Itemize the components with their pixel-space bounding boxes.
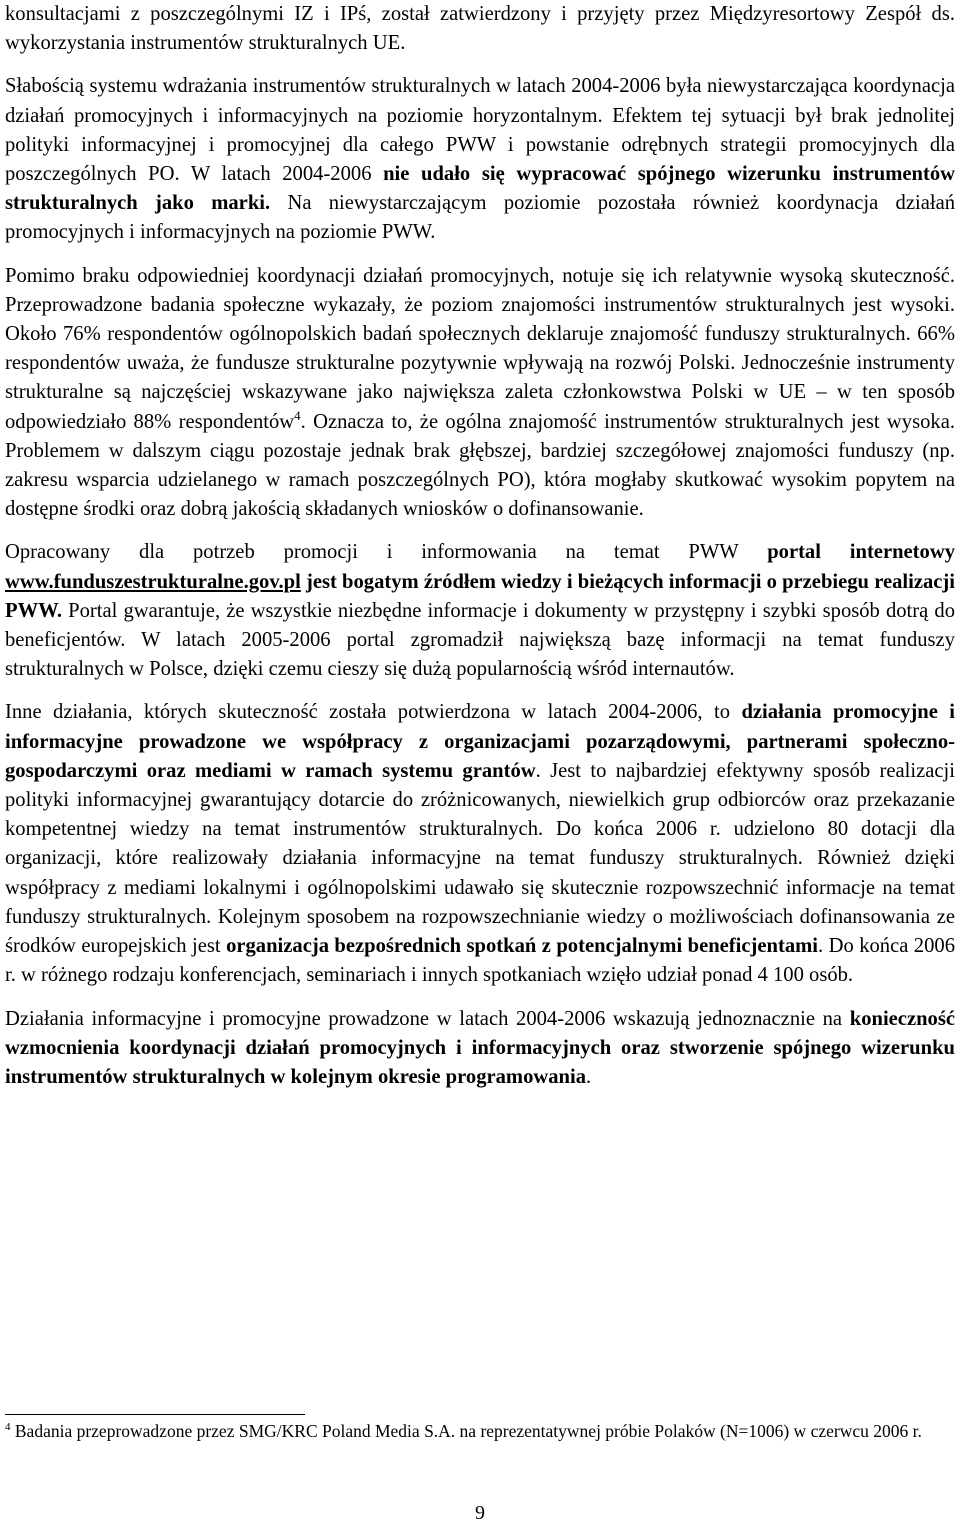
- text-run: .: [586, 1065, 592, 1088]
- text-run: konsultacjami z poszczególnymi IZ i IPś, został zatwierdzony i przyjęty przez Międzyresortowy Zespół ds. wykorzystania instrumentów strukturalnych UE.: [5, 3, 955, 55]
- paragraph-2: [5, 72, 955, 247]
- paragraph-3: [5, 262, 955, 525]
- footnote-separator: [5, 1414, 305, 1415]
- text-run: . Jest to najbardziej efektywny sposób realizacji polityki informacyjnej gwarantujący dotarcie do zróżnicowanych, niewielkich grup odbiorców oraz przekazanie kompetentnej wiedzy na temat instrumentów strukturalnych. Do końca 2006 r. udzielono 80 dotacji dla organizacji, które realizowały działania informacyjne na temat funduszy strukturalnych. Również dzięki współpracy z mediami lokalnymi i ogólnopolskimi udawało się skutecznie rozpowszechnić informacje na temat funduszy strukturalnych. Kolejnym sposobem na rozpowszechnianie wiedzy o możliwościach dofinansowania ze środków europejskich jest: [5, 759, 955, 958]
- text-run: . Oznacza to, że ogólna znajomość instrumentów strukturalnych jest wysoka. Problemem w dalszym ciągu pozostaje jednak brak głębszej, bardziej szczegółowej znajomości funduszy (np. zakresu wsparcia udzielanego w ramach poszczególnych PO), która mogłaby skutkować wysokim popytem na dostępne środki oraz dobrą jakością składanych wniosków o dofinansowanie.: [5, 410, 955, 521]
- text-run: jest bogatym źródłem wiedzy i bieżących informacji o przebiegu realizacji PWW.: [5, 570, 955, 622]
- text-run: Inne działania, których skuteczność została potwierdzona w latach 2004-2006, to: [5, 701, 742, 724]
- footnote-reference[interactable]: 4: [294, 407, 301, 423]
- text-run: działania promocyjne i informacyjne prowadzone we współpracy z organizacjami pozarządowymi, partnerami społeczno-gospodarczymi oraz mediami w ramach systemu grantów: [5, 701, 955, 782]
- text-run: nie udało się wypracować spójnego wizerunku instrumentów strukturalnych jako marki.: [5, 163, 955, 215]
- footnote-text: Badania przeprowadzone przez SMG/KRC Poland Media S.A. na reprezentatywnej próbie Polaków (N=1006) w czerwcu 2006 r.: [14, 1421, 922, 1441]
- text-run: Działania informacyjne i promocyjne prowadzone w latach 2004-2006 wskazują jednoznacznie na: [5, 1007, 850, 1030]
- text-run: Na niewystarczającym poziomie pozostała również koordynacja działań promocyjnych i informacyjnych na poziomie PWW.: [5, 192, 956, 244]
- paragraph-1: [5, 0, 955, 58]
- text-run: Pomimo braku odpowiedniej koordynacji działań promocyjnych, notuje się ich relatywnie wysoką skuteczność. Przeprowadzone badania społeczne wykazały, że poziom znajomości instrumentów strukturalnych jest wysoki. Około 76% respondentów ogólnopolskich badań społecznych deklaruje znajomość funduszy strukturalnych. 66% respondentów uważa, że fundusze strukturalne pozytywnie wpływają na rozwój Polski. Jednocześnie instrumenty strukturalne są najczęściej wskazywane jako największa zaleta członkowstwa Polski w UE – w ten sposób odpowiedziało 88% respondentów: [5, 264, 955, 433]
- text-run: Portal gwarantuje, że wszystkie niezbędne informacje i dokumenty w przystępny i szybki sposób dotrą do beneficjentów. W latach 2005-2006 portal zgromadził największą bazę informacji na temat funduszy strukturalnych w Polsce, dzięki czemu cieszy się dużą popularnością wśród internautów.: [5, 599, 955, 681]
- page-number: 9: [475, 1502, 485, 1524]
- paragraph-6: [5, 1005, 955, 1093]
- text-run: organizacja bezpośrednich spotkań z potencjalnymi beneficjentami: [226, 935, 819, 958]
- footnote-number: 4: [5, 1421, 11, 1434]
- paragraph-4: [5, 538, 955, 684]
- footnote-4: [5, 1420, 955, 1443]
- text-run: konieczność wzmocnienia koordynacji działań promocyjnych i informacyjnych oraz stworzenie spójnego wizerunku instrumentów strukturalnych w kolejnym okresie programowania: [5, 1007, 955, 1088]
- document-body: [5, 0, 955, 1106]
- text-run: Opracowany dla potrzeb promocji i informowania na temat PWW: [5, 541, 768, 564]
- text-run: Słabością systemu wdrażania instrumentów strukturalnych w latach 2004-2006 była niewystarczająca koordynacja działań promocyjnych i informacyjnych na poziomie horyzontalnym. Efektem tej sytuacji był brak jednolitej polityki informacyjnej i promocyjnej dla całego PWW i powstanie odrębnych strategii promocyjnych dla poszczególnych PO. W latach 2004-2006: [5, 75, 955, 186]
- text-run: . Do końca 2006 r. w różnego rodzaju konferencjach, seminariach i innych spotkaniach wzięło udział ponad 4 100 osób.: [5, 935, 955, 987]
- portal-link[interactable]: www.funduszestrukturalne.gov.pl: [5, 570, 301, 593]
- text-run: portal internetowy: [767, 541, 955, 564]
- paragraph-5: [5, 698, 955, 990]
